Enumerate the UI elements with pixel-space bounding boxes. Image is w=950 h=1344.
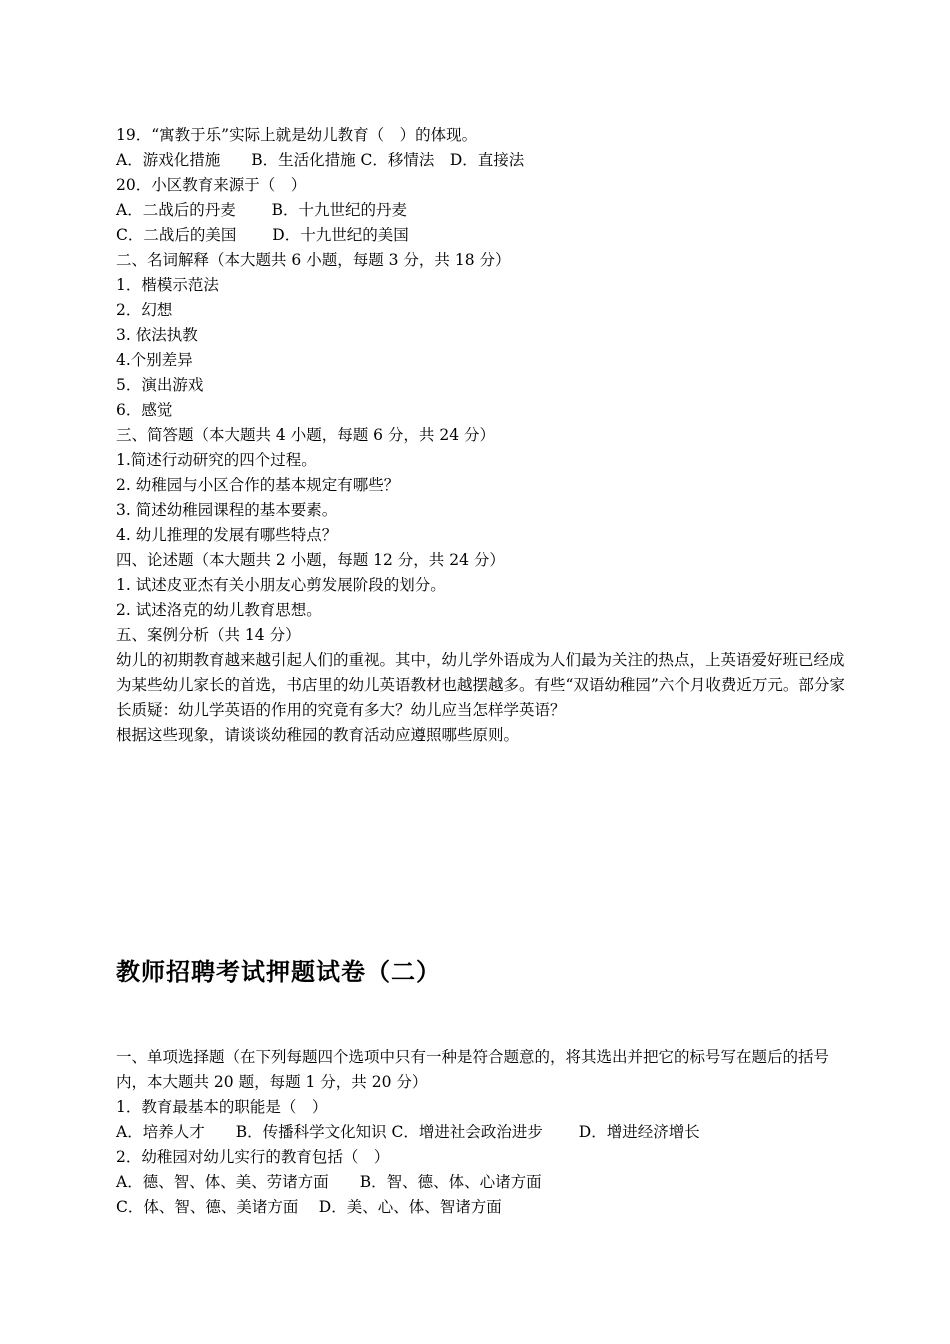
question-20-options-cd: C．二战后的美国 D．十九世纪的美国 xyxy=(116,226,409,244)
term-item: 5．演出游戏 xyxy=(116,376,204,394)
question-1: 1．教育最基本的职能是（ ） xyxy=(116,1098,328,1116)
question-19: 19．“寓教于乐”实际上就是幼儿教育（ ）的体现。 xyxy=(116,126,478,144)
section-heading-case: 五、案例分析（共 14 分） xyxy=(116,626,301,644)
term-item: 4.个别差异 xyxy=(116,351,193,369)
section-heading-short-answer: 三、简答题（本大题共 4 小题，每题 6 分，共 24 分） xyxy=(116,426,496,444)
section-heading-essay: 四、论述题（本大题共 2 小题，每题 12 分，共 24 分） xyxy=(116,551,505,569)
term-item: 2．幻想 xyxy=(116,301,173,319)
question-2-options-cd: C．体、智、德、美诸方面 D．美、心、体、智诸方面 xyxy=(116,1198,502,1216)
essay-item: 1. 试述皮亚杰有关小朋友心剪发展阶段的划分。 xyxy=(116,576,446,594)
question-1-options: A．培养人才 B．传播科学文化知识 C．增进社会政治进步 D．增进经济增长 xyxy=(116,1123,700,1141)
question-20: 20．小区教育来源于（ ） xyxy=(116,176,307,194)
case-paragraph: 幼儿的初期教育越来越引起人们的重视。其中，幼儿学外语成为人们最为关注的热点，上英语爱好班已经成为某些幼儿家长的首选，书店里的幼儿英语教材也越摆越多。有些“双语幼稚园”六个月收费近万元。部分家长质疑：幼儿学英语的作用的究竟有多大？幼儿应当怎样学英语？ xyxy=(116,651,845,719)
case-question: 根据这些现象，请谈谈幼稚园的教育活动应遵照哪些原则。 xyxy=(116,726,520,744)
question-2-options-ab: A．德、智、体、美、劳诸方面 B．智、德、体、心诸方面 xyxy=(116,1173,542,1191)
question-20-options-ab: A．二战后的丹麦 B．十九世纪的丹麦 xyxy=(116,201,408,219)
term-item: 1．楷模示范法 xyxy=(116,276,219,294)
exam-part-two xyxy=(116,1045,852,1220)
section-heading-single-choice: 一、单项选择题（在下列每题四个选项中只有一种是符合题意的，将其选出并把它的标号写在题后的括号内，本大题共 20 题，每题 1 分，共 20 分） xyxy=(116,1048,830,1091)
short-answer-item: 4. 幼儿推理的发展有哪些特点？ xyxy=(116,526,338,544)
question-19-options: A．游戏化措施 B．生活化措施 C．移情法 D．直接法 xyxy=(116,151,525,169)
short-answer-item: 3. 简述幼稚园课程的基本要素。 xyxy=(116,501,338,519)
short-answer-item: 1.简述行动研究的四个过程。 xyxy=(116,451,317,469)
term-item: 3. 依法执教 xyxy=(116,326,198,344)
short-answer-item: 2. 幼稚园与小区合作的基本规定有哪些？ xyxy=(116,476,400,494)
exam-title: 教师招聘考试押题试卷（二） xyxy=(116,957,441,986)
question-2: 2．幼稚园对幼儿实行的教育包括（ ） xyxy=(116,1148,390,1166)
essay-item: 2. 试述洛克的幼儿教育思想。 xyxy=(116,601,322,619)
exam-part-one xyxy=(116,123,852,748)
term-item: 6．感觉 xyxy=(116,401,173,419)
section-heading-terms: 二、名词解释（本大题共 6 小题，每题 3 分，共 18 分） xyxy=(116,251,511,269)
